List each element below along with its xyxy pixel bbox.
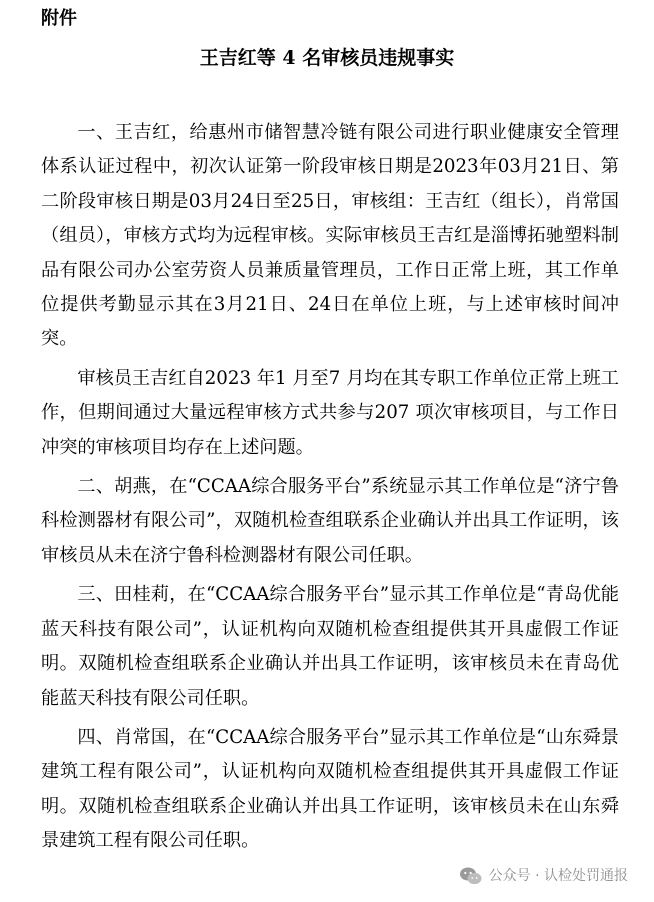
watermark-text: 公众号 · 认检处罚通报 xyxy=(488,868,628,884)
paragraph-wang-jihong: 一、王吉红，给惠州市储智慧冷链有限公司进行职业健康安全管理体系认证过程中，初次认证第一阶段审核日期是2023年03月21日、第二阶段审核日期是03月24日至25日，审核组：王吉红（组长），肖常国（组员），审核方式均为远程审核。实际审核员王吉红是淄博拓驰塑料制品有限公司办公室劳资人员兼质量管理员，工作日正常上班，其工作单位提供考勤显示其在3月21日、24日在单位上班，与上述审核时间冲突。 xyxy=(41,122,619,350)
paragraph-xiao-changguo: 四、肖常国，在“CCAA综合服务平台”显示其工作单位是“山东舜景建筑工程有限公司”，认证机构向双随机检查组提供其开具虚假工作证明。双随机检查组联系企业确认并出具工作证明，该审核员未在山东舜景建筑工程有限公司任职。 xyxy=(41,726,619,852)
paragraph-hu-yan: 二、胡燕，在“CCAA综合服务平台”系统显示其工作单位是“济宁鲁科检测器材有限公司”，双随机检查组联系企业确认并出具工作证明，该审核员从未在济宁鲁科检测器材有限公司任职。 xyxy=(41,476,619,566)
paragraph-tian-guili: 三、田桂莉，在“CCAA综合服务平台”显示其工作单位是“青岛优能蓝天科技有限公司”，认证机构向双随机检查组提供其开具虚假工作证明。双随机检查组联系企业确认并出具工作证明，该审核员未在青岛优能蓝天科技有限公司任职。 xyxy=(41,584,619,709)
attachment-label: 附件 xyxy=(41,8,77,29)
wechat-icon xyxy=(459,866,483,886)
document-body xyxy=(41,116,619,864)
paragraph-wang-jihong-followup: 审核员王吉红自2023 年1 月至7 月均在其专职工作单位正常上班工作，但期间通过大量远程审核方式共参与207 项次审核项目，与工作日冲突的审核项目均存在上述问题。 xyxy=(41,367,619,458)
document-title: 王吉红等 4 名审核员违规事实 xyxy=(199,47,455,69)
wechat-watermark xyxy=(455,864,632,888)
